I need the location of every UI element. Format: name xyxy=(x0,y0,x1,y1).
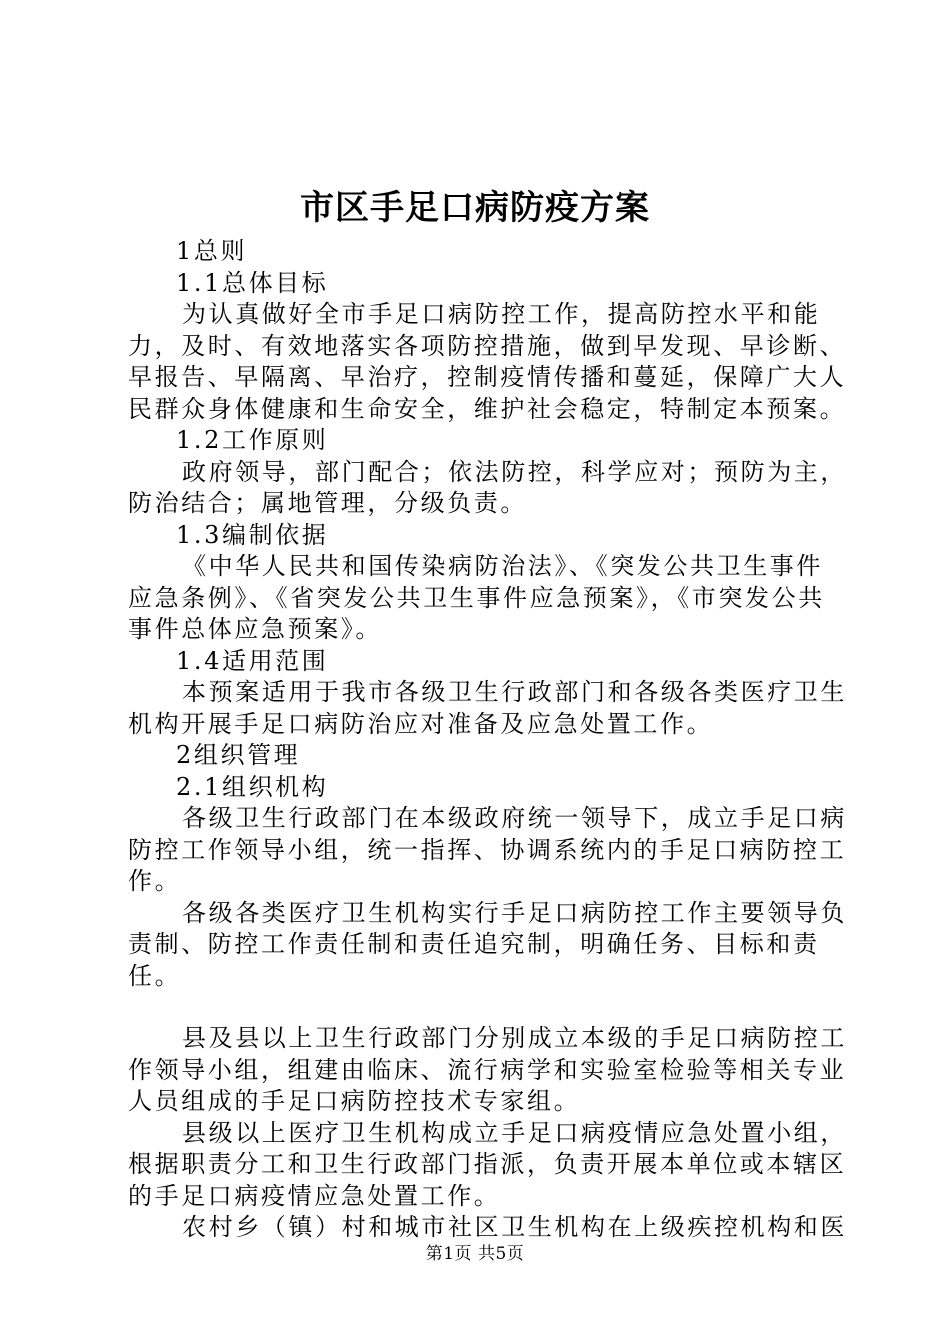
paragraph: 农村乡（镇）村和城市社区卫生机构在上级疾控机构和医 xyxy=(182,1213,847,1241)
subsection-heading: 1.4适用范围 xyxy=(176,646,329,675)
subsection-heading: 1.2工作原则 xyxy=(176,426,329,454)
paragraph: 为认真做好全市手足口病防控工作，提高防控水平和能力，及时、有效地落实各项防控措施，做到早发现、早诊断、早报告、早隔离、早治疗，控制疫情传播和蔓延，保障广大人民群众身体健康和生命安全，维护社会稳定，特制定本预案。 xyxy=(128,300,847,423)
paragraph: 各级卫生行政部门在本级政府统一领导下，成立手足口病防控工作领导小组，统一指挥、协调系统内的手足口病防控工作。 xyxy=(128,804,847,895)
paragraph: 县及县以上卫生行政部门分别成立本级的手足口病防控工作领导小组，组建由临床、流行病学和实验室检验等相关专业人员组成的手足口病防控技术专家组。 xyxy=(128,1024,847,1115)
blank-line xyxy=(128,992,848,1023)
paragraph: 县级以上医疗卫生机构成立手足口病疫情应急处置小组，根据职责分工和卫生行政部门指派，负责开展本单位或本辖区的手足口病疫情应急处置工作。 xyxy=(128,1118,847,1210)
paragraph: 各级各类医疗卫生机构实行手足口病防控工作主要领导负责制、防控工作责任制和责任追究制，明确任务、目标和责任。 xyxy=(128,898,847,990)
subsection-heading: 1.1总体目标 xyxy=(176,268,329,297)
section-heading: 2组织管理 xyxy=(176,741,301,769)
section-heading: 1总则 xyxy=(176,237,248,265)
paragraph: 政府领导，部门配合；依法防控，科学应对；预防为主，防治结合；属地管理，分级负责。 xyxy=(128,457,847,517)
document-title: 市区手足口病防疫方案 xyxy=(300,188,650,228)
paragraph: 《中华人民共和国传染病防治法》、《突发公共卫生事件应急条例》、《省突发公共卫生事件应急预案》，《市突发公共事件总体应急预案》。 xyxy=(128,552,825,643)
subsection-heading: 2.1组织机构 xyxy=(176,772,329,801)
subsection-heading: 1.3编制依据 xyxy=(176,520,329,549)
paragraph: 本预案适用于我市各级卫生行政部门和各级各类医疗卫生机构开展手足口病防治应对准备及应急处置工作。 xyxy=(128,678,847,738)
document-body xyxy=(128,236,848,1244)
page-footer: 第1页 共5页 xyxy=(425,1244,525,1264)
